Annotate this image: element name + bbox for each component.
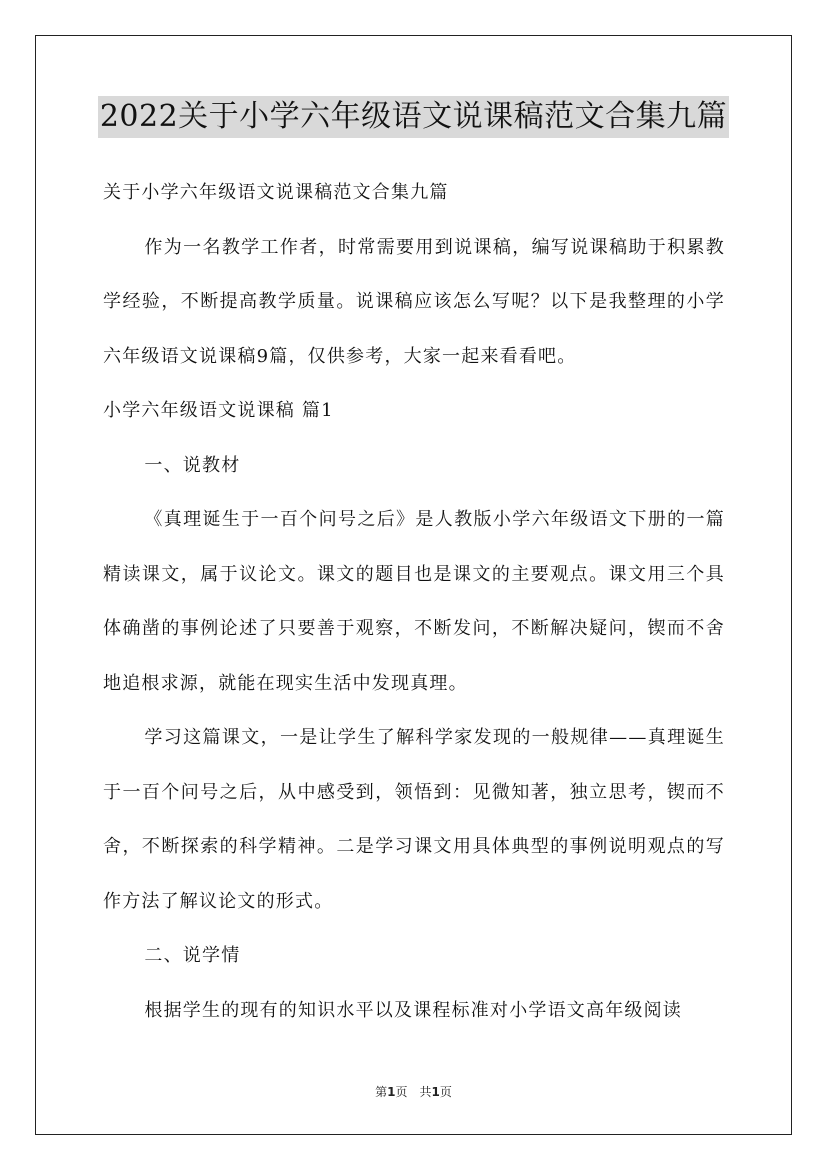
total-prefix: 共 bbox=[419, 1085, 432, 1099]
page-unit: 页 bbox=[395, 1085, 408, 1099]
page-total: 1 bbox=[431, 1085, 440, 1099]
document-body bbox=[103, 166, 725, 1038]
subsection-heading: 一、说教材 bbox=[144, 454, 241, 476]
paragraph: 根据学生的现有的知识水平以及课程标准对小学语文高年级阅读 bbox=[144, 999, 682, 1021]
document-subtitle: 关于小学六年级语文说课稿范文合集九篇 bbox=[103, 182, 449, 203]
total-unit: 页 bbox=[439, 1085, 452, 1099]
paragraph: 学习这篇课文，一是让学生了解科学家发现的一般规律——真理诞生于一百个问号之后，从中感受到，领悟到：见微知著，独立思考，锲而不舍，不断探索的科学精神。二是学习课文用具体典型的事例说明观点的写作方法了解议论文的形式。 bbox=[103, 727, 725, 912]
paragraph: 作为一名教学工作者，时常需要用到说课稿，编写说课稿助于积累教学经验，不断提高教学质量。说课稿应该怎么写呢？以下是我整理的小学六年级语文说课稿9篇，仅供参考，大家一起来看看吧。 bbox=[103, 236, 725, 367]
page-current: 1 bbox=[387, 1085, 396, 1099]
subsection-heading: 二、说学情 bbox=[144, 945, 241, 966]
page-footer bbox=[0, 1083, 827, 1100]
paragraph: 《真理诞生于一百个问号之后》是人教版小学六年级语文下册的一篇精读课文，属于议论文。课文的题目也是课文的主要观点。课文用三个具体确凿的事例论述了只要善于观察，不断发问，不断解决疑问，锲而不舍地追根求源，就能在现实生活中发现真理。 bbox=[103, 509, 725, 694]
page-prefix: 第 bbox=[375, 1085, 388, 1099]
title-container bbox=[0, 96, 827, 138]
section-heading: 小学六年级语文说课稿 篇1 bbox=[103, 400, 334, 421]
document-title: 2022关于小学六年级语文说课稿范文合集九篇 bbox=[98, 96, 729, 138]
